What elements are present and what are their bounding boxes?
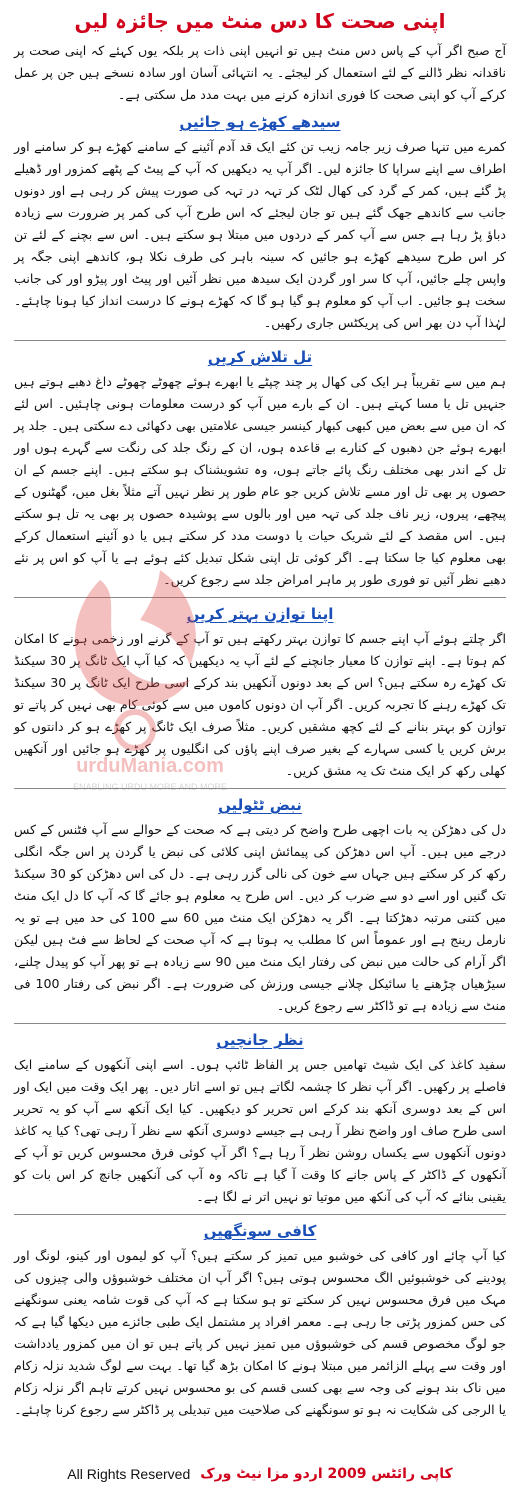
section-text-balance: اگر چلتے ہوئے آپ اپنے جسم کا توازن بہتر رکھتے ہیں تو آپ کے گرنے اور زخمی ہونے کا امکان کم ہوتا ہے۔ اپنے توازن کا معیار جانچنے کے لئے آپ یہ دیکھیں کہ کیا آپ ایک ٹانگ پر 30 سیکنڈ تک کھڑے رہ سکتے ہیں؟ اس کے بعد دونوں آنکھیں بند کرکے اسی طرح ایک ٹانگ پر 30 سیکنڈ تک کھڑے رہنے کا تجربہ کریں۔ اگر آپ ان دونوں کاموں میں سے کوئی کام بھی نہیں کر پاتے تو توازن کو بہتر بنانے کے لئے کچھ مشقیں کریں۔ مثلاً صرف ایک ٹانگ پر کھڑے ہو کر دانتوں کو برش کریں یا کسی سہارے کے بغیر صرف اپنے پاؤں کی انگلیوں پر کھڑے ہو جائیں اور آنکھیں کھلی رکھ کر ایک منٹ تک یہ مشق کریں۔ [14, 631, 507, 778]
watermark-tagline: ENABLING URDU MORE AND MORE [72, 782, 228, 792]
section-smell [14, 1221, 506, 1421]
section-text-smell: کیا آپ چائے اور کافی کی خوشبو میں تمیز کر سکتے ہیں؟ آپ کو لیموں اور کینو، لونگ اور پودینے کی خوشبوئیں الگ محسوس ہوتی ہیں؟ اگر آپ ان مختلف خوشبوؤں والی چیزوں کی مہک میں فرق محسوس نہیں کر سکتے تو ہو سکتا ہے کہ آپ کی قوت شامہ یعنی سونگھنے کی حس کمزور پڑتی جا رہی ہے۔ معمر افراد پر مشتمل ایک طبی جائزے میں دیکھا گیا ہے کہ جو لوگ مخصوص قسم کی خوشبوؤں میں تمیز نہیں کر پاتے ہیں تو ان میں کمزور یادداشت اور وقت سے پہلے الزائمر میں مبتلا ہونے کا امکان بڑھ گیا تھا۔ بہت سے لوگ شدید نزلہ زکام میں ناک بند ہونے کی وجہ سے بھی کسی قسم کی بو محسوس نہیں کرتے تاہم اگر نزلہ زکام یا الرجی کی شکایت نہ ہو تو سونگھنے کی صلاحیت میں تبدیلی پر ڈاکٹر سے رجوع کرنا چاہئے۔ [14, 1248, 506, 1417]
section-heading-moles: تل تلاش کریں [207, 348, 313, 366]
section-moles [14, 347, 506, 591]
footer-rights-text: All Rights Reserved [67, 1466, 191, 1482]
footer-copyright-text: کاپی رائٹس 2009 اردو مزا نیٹ ورک [200, 1466, 453, 1482]
section-heading-vision: نظر جانچیں [216, 1031, 304, 1049]
section-text-moles: ہم میں سے تقریباً ہر ایک کی کھال پر چند چپٹے یا ابھرے ہوئے چھوٹے چھوٹے داغ دھبے ہوتے ہیں جنہیں تل یا مسا کہتے ہیں۔ ان کے بارے میں آپ کو درست معلومات ہونی چاہئیں۔ اس لئے کہ ان میں سے بعض میں کبھی کبھار کینسر جیسی علامتیں بھی دکھائی دے سکتی ہیں۔ جلد پر ابھرے ہوئے جن دھبوں کے کنارے بے قاعدہ ہوں، ان کے رنگ جلد کی رنگت سے گہرے ہوں اور تل کے اندر بھی مختلف رنگ پائے جاتے ہوں، وہ تشویشناک ہو سکتے ہیں۔ اپنے جسم کے ان حصوں پر بھی تل اور مسے تلاش کریں جو عام طور پر نظر نہیں آتے مثلاً بغل میں، گھٹنوں کے پیچھے، پیروں، زیر ناف جلد کی تہہ میں اور بالوں سے پوشیدہ حصوں پر بھی یہ تل ہو سکتے ہیں۔ اس مقصد کے لئے شریک حیات یا دوست مدد کر سکتے ہیں یا دو آئینے استعمال کرکے بھی معلوم کیا جا سکتا ہے۔ اگر کوئی تل اپنی شکل تبدیل کئے ہوئے ہے یا آپ کو اس پر نئے دھبے نظر آئیں تو فوری طور پر ماہر امراض جلد سے رجوع کریں۔ [14, 374, 506, 587]
section-vision [14, 1030, 506, 1208]
section-pulse [14, 795, 506, 1017]
section-heading-pulse: نبض ٹٹولیں [218, 796, 302, 814]
article-title: اپنی صحت کا دس منٹ میں جائزہ لیں [74, 9, 446, 33]
section-text-posture: کمرے میں تنہا صرف زیر جامہ زیب تن کئے ایک قد آدم آئینے کے سامنے کھڑے ہو کر سامنے اور اطراف سے اپنے سراپا کا جائزہ لیں۔ اگر آپ یہ دیکھیں کہ آپ کے پیٹ کے پٹھے کمزور اور ڈھیلے پڑ گئے ہیں، کمر کے گرد کی کھال لٹک کر تہہ در تہہ کی صورت پیش کر رہی ہے اور دونوں جانب سے کاندھے جھک گئے ہیں تو جان لیجئے کہ اس طرح آپ کی کمر پر ضرورت سے زیادہ دباؤ پڑ رہا ہے جس سے آپ کمر کے دردوں میں مبتلا ہو سکتے ہیں۔ اس سے بچنے کے لئے تن کر اس طرح سیدھے کھڑے ہو جائیں کہ سینہ باہر کی طرف نکلا ہو، کاندھے اپنی جگہ پر واپس چلے جائیں، آپ کا سر اور گردن ایک سیدھ میں نظر آئیں اور پیٹ اور پیڑو اور کی جانب سخت ہو جائیں۔ اب آپ کو معلوم ہو گیا ہو گا کہ کھڑے ہونے کا درست انداز کیا ہونا چاہئے۔ لہٰذا آپ دن بھر اس کی پریکٹس جاری رکھیں۔ [14, 139, 506, 330]
section-text-pulse: دل کی دھڑکن یہ بات اچھی طرح واضح کر دیتی ہے کہ صحت کے حوالے سے آپ فٹنس کے کس درجے میں ہیں۔ آپ اس دھڑکن کی پیمائش اپنی کلائی کی نبض یا گردن پر اس جگہ انگلی رکھ کر کر سکتے ہیں جہاں سے خون کی نالی گزر رہی ہے۔ دل کی اس دھڑکن کو 30 سیکنڈ تک گنیں اور اسے دو سے ضرب کر دیں۔ اس طرح یہ معلوم ہو جائے گا کہ آپ کا دل ایک منٹ میں کتنی مرتبہ دھڑکتا ہے۔ اگر یہ دھڑکن ایک منٹ میں 60 سے 100 کی حد میں ہے تو یہ نارمل رینج ہے اور عموماً اس کا مطلب یہ ہوتا ہے کہ آپ صحت کے لحاظ سے فٹ ہیں لیکن اگر آرام کی حالت میں نبض کی رفتار ایک منٹ میں 90 سے زیادہ ہے تو پھر آپ کو پیدل چلنے، سیڑھیاں چڑھنے یا سائیکل چلانے جیسی ورزش کی ضرورت ہے۔ اگر نبض کی رفتار 100 فی منٹ سے زیادہ ہے تو ڈاکٹر سے رجوع کریں۔ [14, 822, 506, 1013]
section-text-vision: سفید کاغذ کی ایک شیٹ تھامیں جس پر الفاظ ٹائپ ہوں۔ اسے اپنی آنکھوں کے سامنے ایک فاصلے پر رکھیں۔ اگر آپ نظر کا چشمہ لگاتے ہیں تو اسے اتار دیں۔ پھر ایک وقت میں ایک اور اس کے بعد دوسری آنکھ بند کرکے اس تحریر کو دیکھیں۔ کیا ایک آنکھ سے آپ کو یہ تحریر اسی طرح صاف اور واضح نظر آ رہی ہے جیسے دوسری آنکھ سے نظر آ رہی تھی؟ کیا یہ کاغذ دونوں آنکھوں سے یکساں روشن نظر آ رہا ہے؟ اگر آپ کوئی فرق محسوس کریں تو آپ کے آنکھوں کے ڈاکٹر کے پاس جانے کا وقت آ گیا ہے تاکہ وہ آپ کی آنکھیں جانچ کر اس بات کو یقینی بنائے کہ آپ کی آنکھ میں موتیا تو نہیں اتر نے لگا ہے۔ [14, 1057, 506, 1204]
section-heading-balance: اپنا توازن بہتر کریں [186, 605, 334, 623]
section-heading-posture: سیدھے کھڑے ہو جائیں [179, 113, 341, 131]
section-divider [14, 788, 506, 789]
section-divider [14, 340, 506, 341]
watermark-brand: urduMania.com [76, 755, 224, 777]
section-balance [14, 604, 506, 782]
intro-paragraph: آج صبح اگر آپ کے پاس دس منٹ ہیں تو انہیں اپنی ذات پر بلکہ یوں کہئے کہ اپنی صحت پر ناقدانہ نظر ڈالنے کے لئے استعمال کر لیجئے۔ یہ انتہائی آسان اور سادہ نسخے ہیں جن پر عمل کرکے آپ کو اپنی صحت کا فوری اندازہ کرنے میں بہت مدد مل سکتی ہے۔ [14, 43, 506, 102]
section-divider [14, 1214, 506, 1215]
section-posture [14, 112, 506, 334]
section-heading-smell: کافی سونگھیں [203, 1222, 317, 1240]
page-footer [14, 1466, 506, 1482]
section-divider [14, 597, 506, 598]
section-divider [14, 1023, 506, 1024]
